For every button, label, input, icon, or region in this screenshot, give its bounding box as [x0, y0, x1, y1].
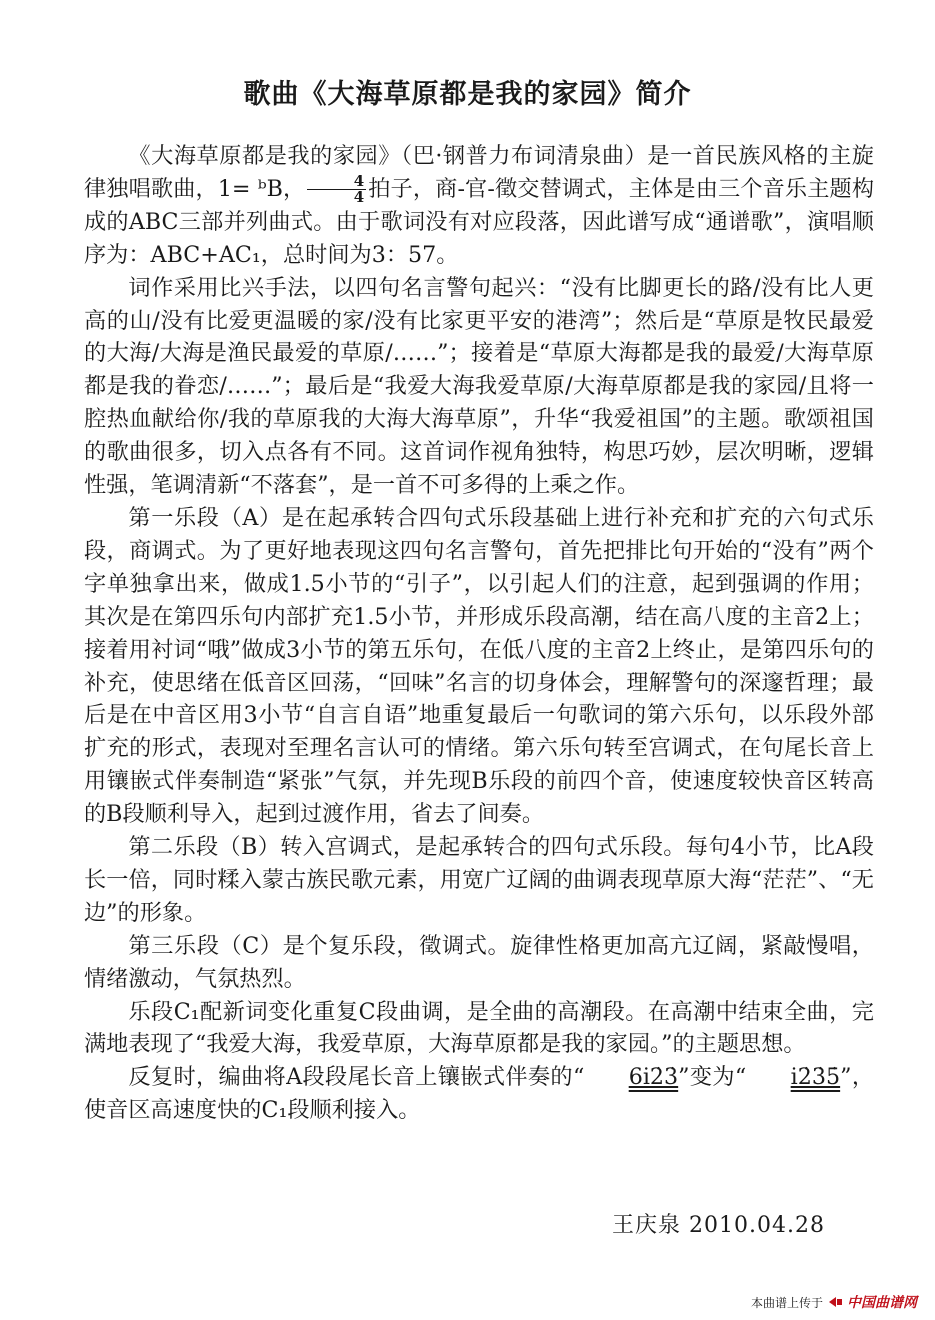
author-signature: 王庆泉 2010.04.28: [612, 1213, 825, 1238]
paragraph-1: [84, 140, 874, 272]
paragraph-3: 第一乐段（A）是在起承转合四句式乐段基础上进行补充和扩充的六句式乐段，商调式。为了更好地表现这四句名言警句，首先把排比句开始的“没有”两个字单独拿出来，做成1.5小节的“引子”，以引起人们的注意，起到强调的作用；其次是在第四乐句内部扩充1.5小节，并形成乐段高潮，结在高八度的主音2̇上；接着用衬词“哦”做成3小节的第五乐句，在低八度的主音2上终止，是第四乐句的补充，使思绪在低音区回荡，“回味”名言的切身体会，理解警句的深邃哲理；最后是在中音区用3小节“自言自语”地重复最后一句歌词的第六乐句，以乐段外部扩充的形式，表现对至理名言认可的情绪。第六乐句转至宫调式，在句尾长音上用镶嵌式伴奏制造“紧张”气氛，并先现B乐段的前四个音，使速度较快音区转高的B段顺利导入，起到过渡作用，省去了间奏。: [84, 504, 874, 828]
time-signature-denominator: 4: [353, 188, 365, 207]
paragraph-5: 第三乐段（C）是个复乐段，徵调式。旋律性格更加高亢辽阔，紧敲慢唱，情绪激动，气氛热烈。: [84, 932, 874, 992]
p1-text-b: 拍子，商-官-徵交替调式，主体是由三个音乐主题构成的ABC三部并列曲式。由于歌词没有对应段落，因此谱写成“通谱歌”，演唱顺序为：ABC+AC₁，总时间为3：57。: [84, 175, 875, 268]
document-title: 歌曲《大海草原都是我的家园》简介: [243, 79, 692, 110]
paragraph-2: 词作采用比兴手法，以四句名言警句起兴：“没有比脚更长的路/没有比人更高的山/没有比爱更温暖的家/没有比家更平安的港湾”；然后是“草原是牧民最爱的大海/大海是渔民最爱的草原/……”；接着是“草原大海都是我的最爱/大海草原都是我的眷恋/……”；最后是“我爱大海我爱草原/大海草原都是我的家园/且将一腔热血献给你/我的草原我的大海大海草原”，升华“我爱祖国”的主题。歌颂祖国的歌曲很多，切入点各有不同。这首词作视角独特，构思巧妙，层次明晰，逻辑性强，笔调清新“不落套”，是一首不可多得的上乘之作。: [84, 274, 874, 499]
paragraph-6: 乐段C₁配新词变化重复C段曲调，是全曲的高潮段。在高潮中结束全曲，完满地表现了“我爱大海，我爱草原，大海草原都是我的家园。”的主题思想。: [84, 998, 874, 1058]
footer-text: 本曲谱上传于: [750, 1295, 823, 1310]
p7-text-c: ”，使音区高速度快的C₁段顺利接入。: [84, 1064, 875, 1124]
document-body: [84, 140, 874, 1127]
notation-after: i2̇3̇5̇: [790, 1064, 841, 1091]
time-signature: [307, 174, 366, 205]
site-logo-icon: [827, 1296, 843, 1308]
footer-brand[interactable]: 中国曲谱网: [847, 1295, 917, 1311]
footer-watermark: [751, 1292, 917, 1312]
time-signature-numerator: 4: [307, 174, 366, 190]
paragraph-4: 第二乐段（B）转入宫调式，是起承转合的四句式乐段。每句4小节，比A段长一倍，同时糅入蒙古族民歌元素，用宽广辽阔的曲调表现草原大海“茫茫”、“无边”的形象。: [84, 834, 874, 926]
p7-text-b: ”变为“: [678, 1064, 747, 1091]
p7-text-a: 反复时，编曲将A段段尾长音上镶嵌式伴奏的“: [128, 1064, 585, 1091]
p1-text-a: 《大海草原都是我的家园》（巴·钢普力布词清泉曲）是一首民族风格的主旋律独唱歌曲，1= ᵇB，: [84, 143, 874, 202]
notation-before: 6i2̇3̇: [628, 1064, 679, 1091]
paragraph-7: [84, 1061, 874, 1127]
